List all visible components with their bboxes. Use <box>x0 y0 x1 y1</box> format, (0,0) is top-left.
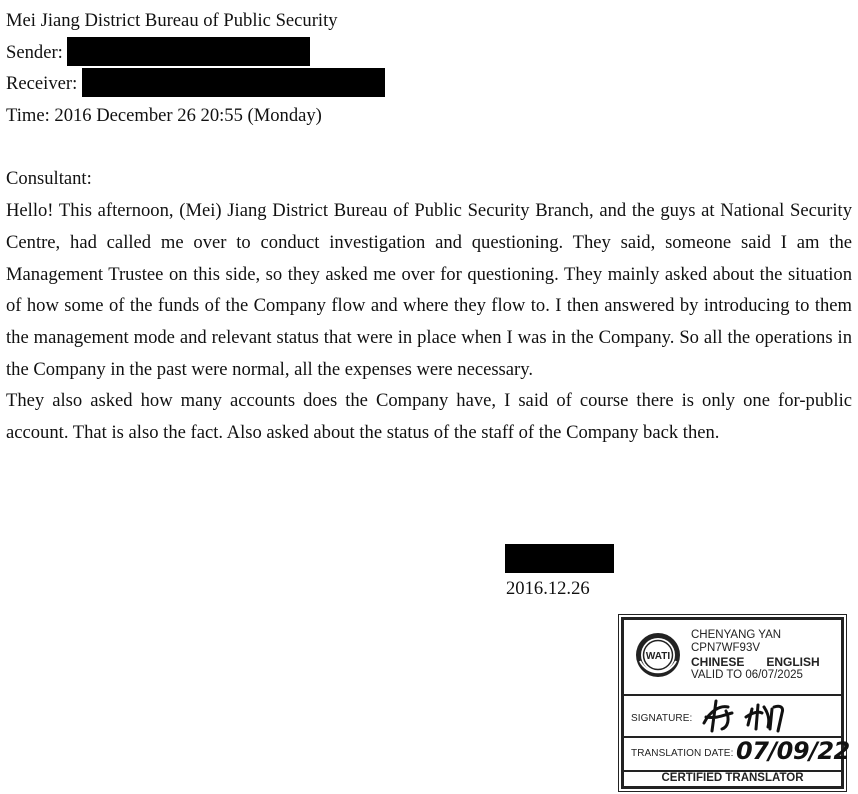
language-pair <box>691 656 820 669</box>
stamp-header <box>624 620 841 696</box>
receiver-label: Receiver: <box>6 73 78 95</box>
translator-name: CHENYANG YAN <box>691 629 782 641</box>
translator-id: CPN7WF93V <box>691 642 761 655</box>
stamp-date-row <box>624 736 850 772</box>
sender-label: Sender: <box>6 41 63 63</box>
document-body <box>6 5 852 449</box>
signature-redaction <box>505 544 614 573</box>
signature-label: SIGNATURE: <box>631 713 693 724</box>
wati-logo-icon <box>634 631 682 679</box>
logo-text: WATI <box>645 651 671 662</box>
time-line: Time: 2016 December 26 20:55 (Monday) <box>6 105 322 127</box>
stamp-signature-row <box>624 696 841 738</box>
translation-date: 07/09/22 <box>736 737 850 765</box>
paragraph-2: They also asked how many accounts does the Company have, I said of course there is only one for-public account. That is also the fact. Also asked about the status of the staff of the Company back then. <box>6 390 852 444</box>
stamp-footer: CERTIFIED TRANSLATOR <box>661 772 804 784</box>
certified-translator-stamp <box>621 617 850 789</box>
receiver-redaction <box>82 68 385 97</box>
translation-date-label: TRANSLATION DATE: <box>631 748 734 759</box>
sender-redaction <box>67 37 310 66</box>
translator-info <box>691 629 820 682</box>
salutation: Consultant: <box>6 168 92 190</box>
sender-line <box>6 37 852 69</box>
signature-block <box>505 544 615 600</box>
bureau-title: Mei Jiang District Bureau of Public Security <box>6 10 338 31</box>
paragraph-1: Hello! This afternoon, (Mei) Jiang District Bureau of Public Security Branch, and the guys at National Security Centre, had called me over to conduct investigation and questioning. They said, someone said I am the Management Trustee on this side, so they asked me over for questioning. They mainly asked about the situation of how some of the funds of the Company flow and where they flow to. I then answered by introducing to them the management mode and relevant status that were in place when I was in the Company. So all the operations in the Company in the past were normal, all the expenses were necessary. <box>6 200 852 380</box>
handwritten-signature-icon <box>698 697 828 735</box>
signature-date: 2016.12.26 <box>506 578 590 599</box>
valid-to: VALID TO 06/07/2025 <box>691 668 803 681</box>
language-to: ENGLISH <box>766 654 820 669</box>
language-from: CHINESE <box>691 654 745 669</box>
receiver-line <box>6 68 852 100</box>
